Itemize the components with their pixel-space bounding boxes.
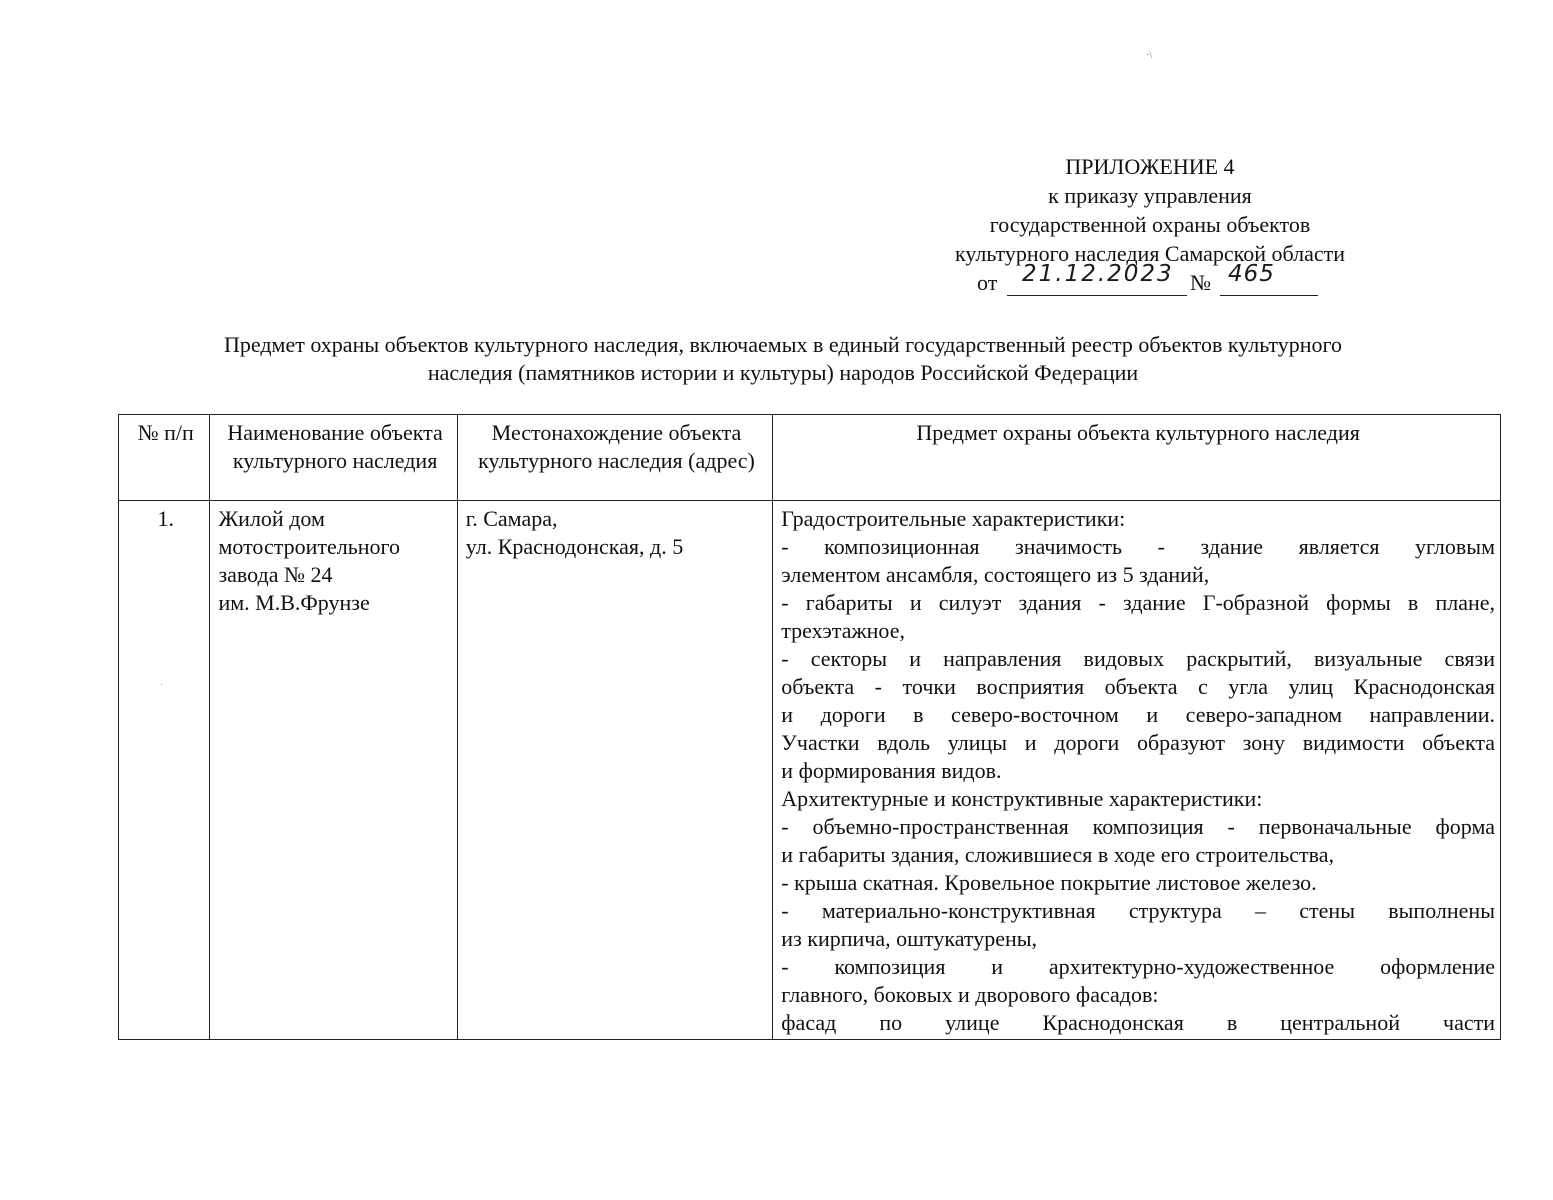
description-line: и габариты здания, сложившиеся в ходе его строительства, [781, 842, 1335, 867]
description-line: и формирования видов. [781, 758, 1002, 783]
document-title-line-2: наследия (памятников истории и культуры) народов Российской Федерации [427, 360, 1139, 385]
header-protection-subject: Предмет охраны объекта культурного наследия [773, 415, 1501, 501]
order-date: 21.12.2023 [1022, 261, 1174, 287]
from-label: от [977, 270, 998, 295]
row-number: 1. [119, 501, 210, 1040]
description-line: - секторы и направления видовых раскрытий, визуальные связи [781, 646, 1495, 671]
description-line: главного, боковых и дворового фасадов: [781, 982, 1159, 1007]
appendix-block [900, 152, 1400, 297]
object-name-line: завода № 24 [218, 562, 333, 587]
date-underline [1007, 295, 1187, 296]
description-line: элементом ансамбля, состоящего из 5 зданий, [781, 562, 1210, 587]
description-line: - композиционная значимость - здание является угловым [781, 534, 1495, 559]
header-location: Местонахождение объекта культурного наследия (адрес) [457, 415, 773, 501]
order-reference [900, 261, 1400, 297]
object-address [457, 501, 773, 1040]
address-line: г. Самара, [465, 506, 558, 531]
table-row [119, 501, 1501, 1040]
header-number: № п/п [119, 415, 210, 501]
appendix-line-3: культурного наследия Самарской области [954, 241, 1346, 266]
appendix-line-1: к приказу управления [1048, 183, 1252, 208]
description-line: Участки вдоль улицы и дороги образуют зону видимости объекта [781, 730, 1495, 755]
object-name-line: Жилой дом [218, 506, 325, 531]
description-line: - крыша скатная. Кровельное покрытие листовое железо. [781, 870, 1317, 895]
appendix-heading: ПРИЛОЖЕНИЕ 4 [1065, 154, 1235, 179]
description-line: из кирпича, оштукатурены, [781, 926, 1038, 951]
heritage-table [118, 414, 1501, 1040]
description-line: фасад по улице Краснодонская в центральной части [781, 1010, 1495, 1035]
object-name-line: мотостроительного [218, 534, 401, 559]
description-line: - материально-конструктивная структура – стены выполнены [781, 898, 1495, 923]
document-title-line-1: Предмет охраны объектов культурного наследия, включаемых в единый государственный реестр объектов культурного [224, 332, 1342, 357]
description-line: - объемно-пространственная композиция - первоначальные форма [781, 814, 1495, 839]
protection-description [773, 501, 1501, 1040]
object-name [210, 501, 457, 1040]
description-line: и дороги в северо-восточном и северо-западном направлении. [781, 702, 1495, 727]
description-line: - габариты и силуэт здания - здание Г-образной формы в плане, [781, 590, 1495, 615]
number-label: № [1190, 270, 1211, 295]
description-line: трехэтажное, [781, 618, 905, 643]
object-name-line: им. М.В.Фрунзе [218, 590, 370, 615]
appendix-line-2: государственной охраны объектов [989, 212, 1311, 237]
description-line: Градостроительные характеристики: [781, 506, 1126, 531]
description-line: - композиция и архитектурно-художественное оформление [781, 954, 1495, 979]
order-number: 465 [1228, 261, 1275, 287]
number-underline [1220, 295, 1318, 296]
description-line: Архитектурные и конструктивные характеристики: [781, 786, 1263, 811]
address-line: ул. Краснодонская, д. 5 [465, 534, 684, 559]
description-line: объекта - точки восприятия объекта с угла улиц Краснодонская [781, 674, 1495, 699]
scan-dot: · [160, 680, 164, 691]
table-header-row [119, 415, 1501, 501]
scan-speck: ·\ [1146, 50, 1153, 61]
header-name: Наименование объекта культурного наследия [210, 415, 457, 501]
document-title [100, 331, 1466, 387]
